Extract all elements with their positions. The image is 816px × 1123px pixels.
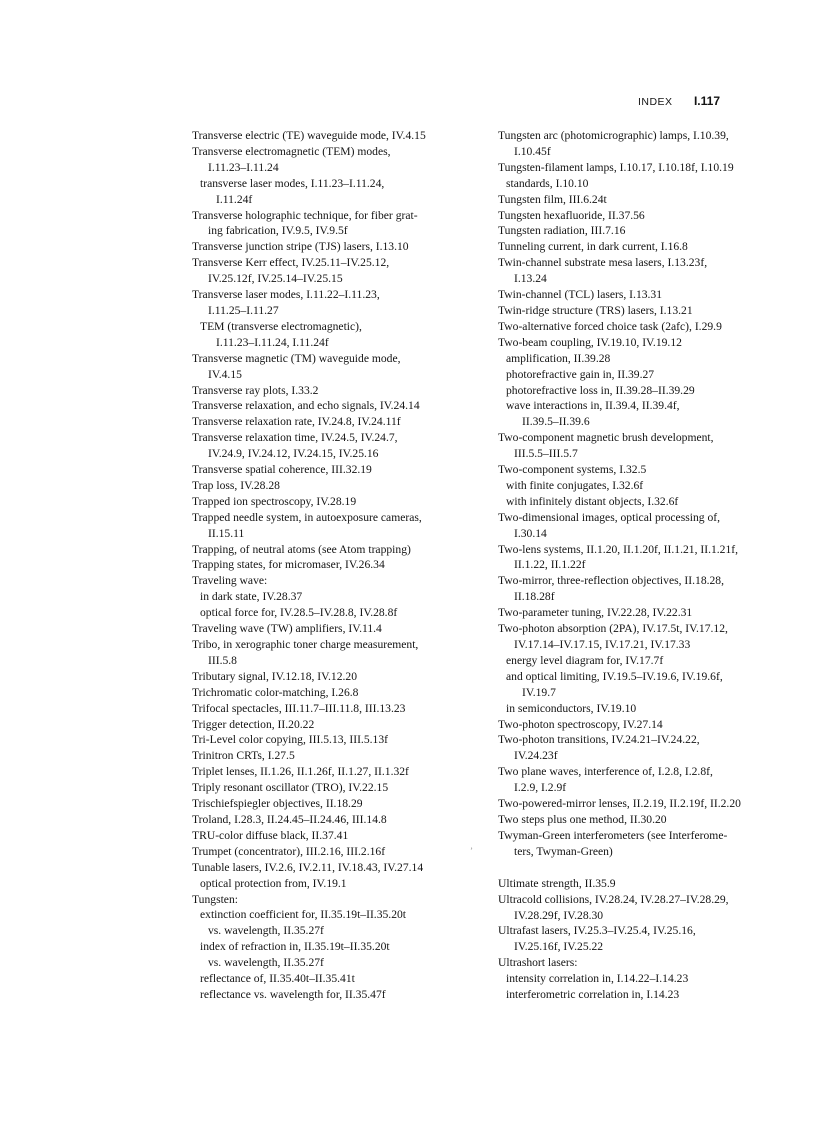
index-entry: Trifocal spectacles, III.11.7–III.11.8, III.13.23 xyxy=(192,701,406,715)
index-subentry: IV.24.23f xyxy=(514,749,558,763)
index-entry: Two-alternative forced choice task (2afc), I.29.9 xyxy=(498,319,722,333)
index-entry: Transverse laser modes, I.11.22–I.11.23, xyxy=(192,288,380,302)
index-entry: Trapping states, for micromaser, IV.26.34 xyxy=(192,558,385,572)
index-entry: Tungsten hexafluoride, II.37.56 xyxy=(498,208,645,222)
index-subentry: optical force for, IV.28.5–IV.28.8, IV.28.8f xyxy=(200,606,398,620)
index-entry: Ultracold collisions, IV.28.24, IV.28.27–IV.28.29, xyxy=(498,892,729,906)
index-subentry: II.18.28f xyxy=(514,590,555,604)
index-entry: Two-powered-mirror lenses, II.2.19, II.2.19f, II.2.20 xyxy=(498,797,741,811)
index-subentry: I.11.23–I.11.24 xyxy=(208,160,279,174)
index-entry: TRU-color diffuse black, II.37.41 xyxy=(192,828,349,842)
index-entry: Trap loss, IV.28.28 xyxy=(192,478,280,492)
index-entry: Trichromatic color-matching, I.26.8 xyxy=(192,685,359,699)
index-entry: Transverse spatial coherence, III.32.19 xyxy=(192,463,372,477)
index-subentry: energy level diagram for, IV.17.7f xyxy=(506,653,664,667)
index-subentry: I.13.24 xyxy=(514,272,547,286)
index-entry: Twin-channel (TCL) lasers, I.13.31 xyxy=(498,288,663,302)
index-entry: Transverse relaxation, and echo signals, IV.24.14 xyxy=(192,399,420,413)
index-subentry: vs. wavelength, II.35.27f xyxy=(208,924,324,938)
index-entry: Twyman-Green interferometers (see Interferome- xyxy=(498,828,728,842)
index-entry: Ultimate strength, II.35.9 xyxy=(498,876,616,890)
index-entry: Tri-Level color copying, III.5.13, III.5.13f xyxy=(192,733,388,747)
index-entry: Two-photon absorption (2PA), IV.17.5t, IV.17.12, xyxy=(498,622,728,636)
index-entry: Transverse relaxation rate, IV.24.8, IV.24.11f xyxy=(192,415,401,429)
index-subentry: with finite conjugates, I.32.6f xyxy=(506,478,644,492)
index-entry: Two-mirror, three-reflection objectives, II.18.28, xyxy=(498,574,725,588)
index-entry: Triplet lenses, II.1.26, II.1.26f, II.1.27, II.1.32f xyxy=(192,765,409,779)
index-subentry: in semiconductors, IV.19.10 xyxy=(506,701,637,715)
index-entry: Transverse Kerr effect, IV.25.11–IV.25.12, xyxy=(192,256,390,270)
index-subentry: II.15.11 xyxy=(208,526,245,540)
index-entry: Two-beam coupling, IV.19.10, IV.19.12 xyxy=(498,335,682,349)
index-subentry: optical protection from, IV.19.1 xyxy=(200,876,347,890)
index-entry: Trischiefspiegler objectives, II.18.29 xyxy=(192,797,363,811)
index-subentry: transverse laser modes, I.11.23–I.11.24, xyxy=(200,176,385,190)
index-subentry: with infinitely distant objects, I.32.6f xyxy=(506,494,679,508)
index-subentry: TEM (transverse electromagnetic), xyxy=(200,319,362,333)
index-entry: Two steps plus one method, II.30.20 xyxy=(498,812,667,826)
index-subentry: wave interactions in, II.39.4, II.39.4f, xyxy=(506,399,680,413)
index-entry: Two-photon transitions, IV.24.21–IV.24.22, xyxy=(498,733,700,747)
index-subentry: photorefractive gain in, II.39.27 xyxy=(506,367,655,381)
index-subentry: III.5.5–III.5.7 xyxy=(514,447,578,461)
index-subentry: ters, Twyman-Green) xyxy=(514,844,613,858)
index-subentry: IV.25.16f, IV.25.22 xyxy=(514,940,604,954)
index-entry: Trigger detection, II.20.22 xyxy=(192,717,315,731)
index-entry: Transverse electric (TE) waveguide mode, IV.4.15 xyxy=(192,129,426,142)
index-subentry: and optical limiting, IV.19.5–IV.19.6, IV.19.6f, xyxy=(506,669,723,683)
index-entry: Tungsten radiation, III.7.16 xyxy=(498,224,626,238)
index-subentry: photorefractive loss in, II.39.28–II.39.29 xyxy=(506,383,695,397)
index-entry: Trapped ion spectroscopy, IV.28.19 xyxy=(192,494,357,508)
index-entry: Tungsten arc (photomicrographic) lamps, I.10.39, xyxy=(498,129,729,142)
index-subentry: reflectance vs. wavelength for, II.35.47f xyxy=(200,987,386,1001)
scan-mark: ʼ xyxy=(470,846,473,856)
index-subentry: amplification, II.39.28 xyxy=(506,351,611,365)
index-subentry: vs. wavelength, II.35.27f xyxy=(208,956,324,970)
index-subentry: IV.4.15 xyxy=(208,367,242,381)
index-entry: Two-dimensional images, optical processing of, xyxy=(498,510,720,524)
index-entry: Trapped needle system, in autoexposure cameras, xyxy=(192,510,422,524)
index-entry: Two-component systems, I.32.5 xyxy=(498,463,647,477)
index-column-left xyxy=(192,128,482,1003)
index-subentry: I.30.14 xyxy=(514,526,547,540)
index-entry: Trapping, of neutral atoms (see Atom trapping) xyxy=(192,542,411,556)
index-subentry: index of refraction in, II.35.19t–II.35.20t xyxy=(200,940,390,954)
index-entry: Twin-channel substrate mesa lasers, I.13.23f, xyxy=(498,256,708,270)
index-subentry: I.10.45f xyxy=(514,144,551,158)
index-subentry: intensity correlation in, I.14.22–I.14.23 xyxy=(506,972,689,986)
index-subentry: II.1.22, II.1.22f xyxy=(514,558,586,572)
index-entry: Traveling wave: xyxy=(192,574,268,588)
index-entry: Transverse relaxation time, IV.24.5, IV.24.7, xyxy=(192,431,398,445)
section-label: INDEX xyxy=(637,96,673,108)
index-subentry: I.11.24f xyxy=(216,192,253,206)
index-entry: Two-photon spectroscopy, IV.27.14 xyxy=(498,717,663,731)
index-subentry: IV.25.12f, IV.25.14–IV.25.15 xyxy=(208,272,343,286)
index-entry: Trumpet (concentrator), III.2.16, III.2.16f xyxy=(192,844,386,858)
index-entry: Ultrafast lasers, IV.25.3–IV.25.4, IV.25.16, xyxy=(498,924,696,938)
index-entry: Two-component magnetic brush development, xyxy=(498,431,714,445)
index-subentry: ing fabrication, IV.9.5, IV.9.5f xyxy=(208,224,348,238)
index-entry: Ultrashort lasers: xyxy=(498,956,578,970)
index-entry: Tungsten film, III.6.24t xyxy=(498,192,607,206)
index-entry: Tunneling current, in dark current, I.16.8 xyxy=(498,240,688,254)
index-entry: Transverse magnetic (TM) waveguide mode, xyxy=(192,351,401,365)
index-subentry: reflectance of, II.35.40t–II.35.41t xyxy=(200,972,355,986)
index-entry: Transverse holographic technique, for fiber grat- xyxy=(192,208,418,222)
index-subentry: III.5.8 xyxy=(208,653,237,667)
index-entry: Transverse junction stripe (TJS) lasers, I.13.10 xyxy=(192,240,409,254)
index-subentry: extinction coefficient for, II.35.19t–II.35.20t xyxy=(200,908,407,922)
index-subentry: IV.17.14–IV.17.15, IV.17.21, IV.17.33 xyxy=(514,638,691,651)
index-subentry: interferometric correlation in, I.14.23 xyxy=(506,988,680,1002)
index-subentry: I.11.23–I.11.24, I.11.24f xyxy=(216,335,329,349)
index-subentry: in dark state, IV.28.37 xyxy=(200,590,303,604)
index-subentry: IV.24.9, IV.24.12, IV.24.15, IV.25.16 xyxy=(208,447,379,461)
index-entry: Transverse electromagnetic (TEM) modes, xyxy=(192,144,391,158)
index-subentry: IV.28.29f, IV.28.30 xyxy=(514,908,604,922)
section-gap xyxy=(498,860,790,876)
index-entry: Tribo, in xerographic toner charge measurement, xyxy=(192,638,419,651)
index-entry: Tungsten-filament lamps, I.10.17, I.10.18f, I.10.19 xyxy=(498,160,734,174)
index-entry: Trinitron CRTs, I.27.5 xyxy=(192,749,295,763)
index-subentry: standards, I.10.10 xyxy=(506,176,589,190)
index-entry: Triply resonant oscillator (TRO), IV.22.15 xyxy=(192,781,389,795)
index-entry: Traveling wave (TW) amplifiers, IV.11.4 xyxy=(192,622,382,636)
running-header xyxy=(638,94,720,108)
index-entry: Twin-ridge structure (TRS) lasers, I.13.21 xyxy=(498,303,693,317)
index-subentry: I.2.9, I.2.9f xyxy=(514,781,567,795)
index-entry: Two plane waves, interference of, I.2.8, I.2.8f, xyxy=(498,765,713,779)
index-entry: Two-lens systems, II.1.20, II.1.20f, II.1.21, II.1.21f, xyxy=(498,542,739,556)
index-entry: Two-parameter tuning, IV.22.28, IV.22.31 xyxy=(498,606,693,620)
index-entry: Tungsten: xyxy=(192,892,238,906)
page-number: I.117 xyxy=(693,94,720,108)
index-entry: Troland, I.28.3, II.24.45–II.24.46, III.14.8 xyxy=(192,812,387,826)
index-subentry: II.39.5–II.39.6 xyxy=(522,415,590,429)
index-subentry: IV.19.7 xyxy=(522,685,556,699)
index-subentry: I.11.25–I.11.27 xyxy=(208,303,279,317)
index-column-right xyxy=(498,128,790,1003)
index-entry: Tributary signal, IV.12.18, IV.12.20 xyxy=(192,669,358,683)
index-entry: Transverse ray plots, I.33.2 xyxy=(192,383,319,397)
index-entry: Tunable lasers, IV.2.6, IV.2.11, IV.18.43, IV.27.14 xyxy=(192,860,424,874)
